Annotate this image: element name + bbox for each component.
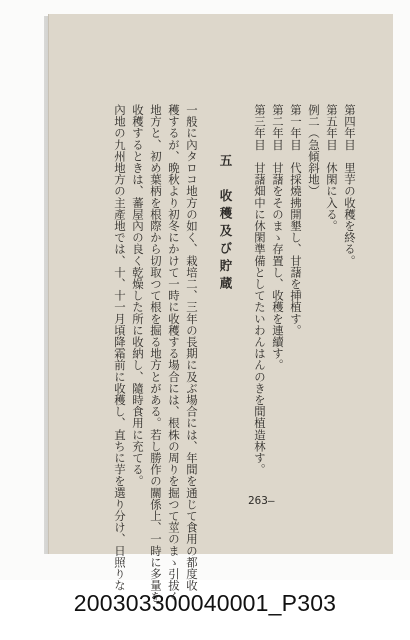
section-heading: 五 收穫及び貯蔵 <box>218 154 233 294</box>
text-line-5: 第二年目 甘藷をそのまゝ存置し、收穫を連續す。 <box>271 104 285 371</box>
text-line-6: 第三年目 甘藷畑中に休閑準備としてたいわんはんのきを間植造林す。 <box>253 104 267 476</box>
text-line-4: 第一年目 代採燒拂開墾し、甘藷を挿植す。 <box>289 104 303 336</box>
paragraph-line-2: 穫するが、晩秋より初冬にかけて一時に收穫する場合には、根株の周りを掘つて莖のまゝ引拔く <box>167 104 181 603</box>
text-line-3: 例二（急傾斜地） <box>307 104 321 197</box>
paragraph-line-1: 一般に內タロコ地方の如く、栽培二、三年の長期に及ぶ場合には、年間を通じて食用の都度收 <box>185 104 199 592</box>
text-line-2: 第五年目 休閑に入る。 <box>325 104 339 232</box>
image-caption: 200303300040001_P303 <box>73 590 337 616</box>
page-number: 263— <box>248 494 275 507</box>
paragraph-line-5: 內地の九州地方の主產地では、十、十一月頃降霜前に收穫し、直ちに芋を選り分け、日照りな <box>113 104 127 592</box>
paragraph-line-3: 地方と、初め葉柄を根際から切取つて根を掘る地方とがある。若し勝作の關係上、一時に多量を <box>149 104 163 603</box>
paragraph-line-4: 收穫するときは、蕃屋內の良く乾燥した所に收納し、隨時食用に充てる。 <box>131 104 145 487</box>
text-line-1: 第四年目 里芋の收穫を終る。 <box>343 104 357 267</box>
